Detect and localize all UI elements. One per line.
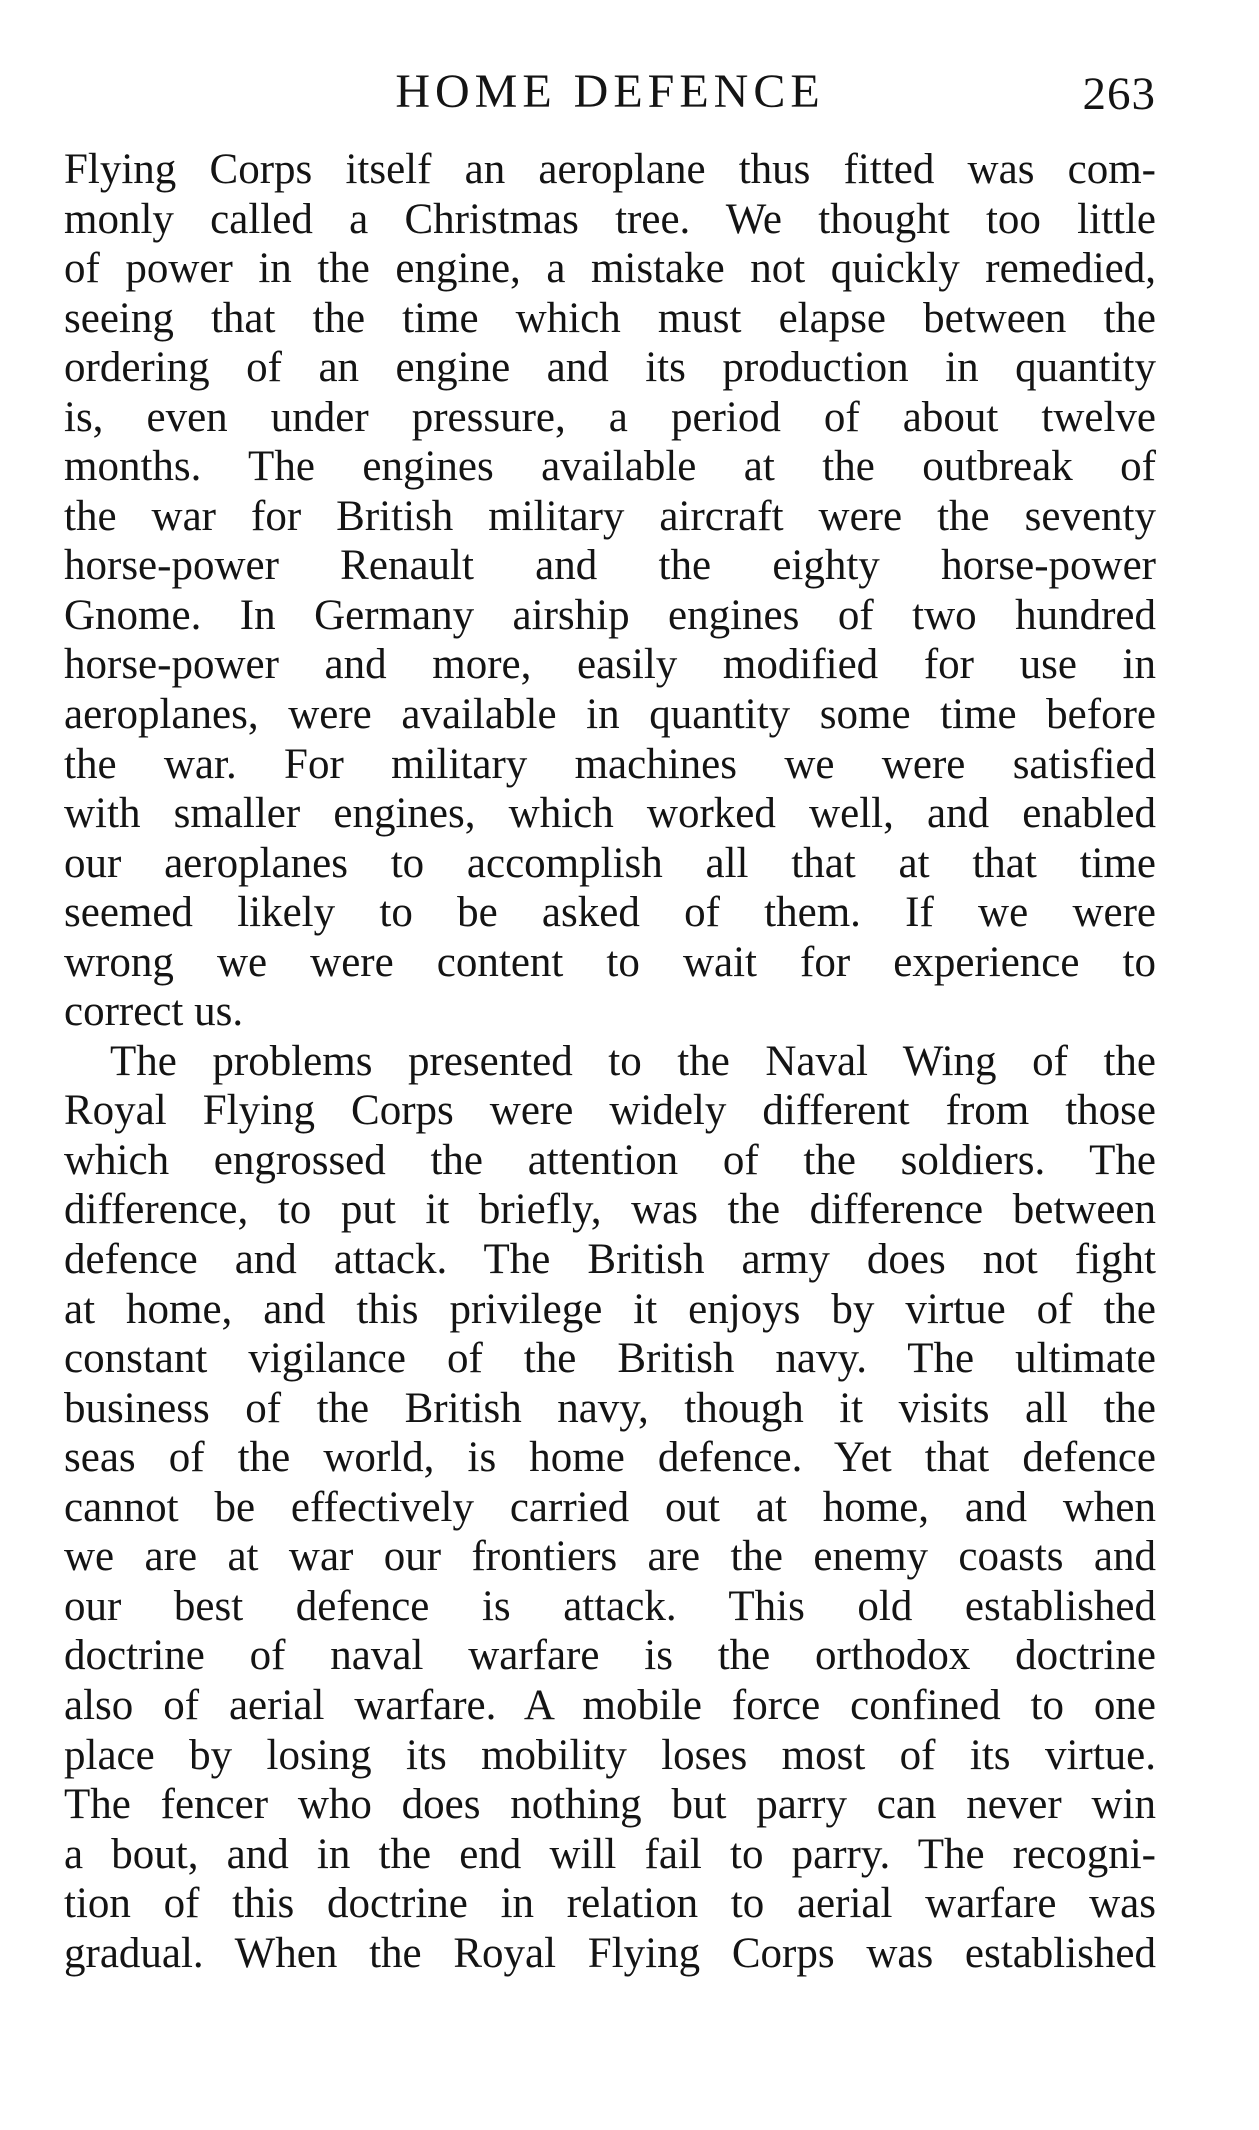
body-text: [64, 145, 1156, 1978]
text-line: our aeroplanes to accomplish all that at that time: [64, 839, 1156, 887]
text-line: at home, and this privilege it enjoys by virtue of the: [64, 1285, 1156, 1333]
text-line: Royal Flying Corps were widely different from those: [64, 1087, 1156, 1135]
text-line: a bout, and in the end will fail to parry. The recogni-: [64, 1830, 1156, 1878]
text-line: months. The engines available at the outbreak of: [64, 443, 1156, 491]
text-line: defence and attack. The British army does not fight: [64, 1236, 1156, 1284]
text-line: tion of this doctrine in relation to aerial warfare was: [64, 1880, 1156, 1928]
page-header: [64, 62, 1156, 122]
text-line: of power in the engine, a mistake not quickly remedied,: [64, 245, 1156, 293]
text-line: which engrossed the attention of the soldiers. The: [64, 1136, 1156, 1184]
running-head: HOME DEFENCE: [395, 65, 825, 118]
text-line: seeing that the time which must elapse between the: [64, 294, 1156, 342]
text-line: doctrine of naval warfare is the orthodox doctrine: [64, 1632, 1156, 1680]
text-line: the war for British military aircraft were the seventy: [64, 492, 1156, 540]
text-line: seas of the world, is home defence. Yet that defence: [64, 1434, 1156, 1482]
text-line: correct us.: [64, 988, 244, 1036]
text-line: aeroplanes, were available in quantity some time before: [64, 691, 1156, 739]
text-line: horse-power and more, easily modified for use in: [64, 641, 1156, 689]
text-line: business of the British navy, though it visits all the: [64, 1384, 1156, 1432]
text-line: The problems presented to the Naval Wing of the: [110, 1037, 1156, 1085]
text-line: wrong we were content to wait for experience to: [64, 938, 1156, 986]
text-line: the war. For military machines we were satisfied: [64, 740, 1156, 788]
text-line: constant vigilance of the British navy. The ultimate: [64, 1335, 1156, 1383]
text-line: cannot be effectively carried out at home, and when: [64, 1483, 1156, 1531]
text-line: ordering of an engine and its production in quantity: [64, 344, 1156, 392]
text-line: monly called a Christmas tree. We thought too little: [64, 195, 1156, 243]
text-line: Flying Corps itself an aeroplane thus fitted was com-: [64, 146, 1156, 193]
text-line: with smaller engines, which worked well, and enabled: [64, 790, 1156, 838]
text-line: also of aerial warfare. A mobile force confined to one: [64, 1681, 1156, 1729]
text-line: our best defence is attack. This old established: [64, 1582, 1156, 1630]
text-line: The fencer who does nothing but parry can never win: [64, 1781, 1156, 1829]
text-line: Gnome. In Germany airship engines of two hundred: [64, 591, 1156, 639]
text-line: horse-power Renault and the eighty horse-power: [64, 542, 1156, 590]
text-line: is, even under pressure, a period of about twelve: [64, 393, 1156, 441]
text-line: seemed likely to be asked of them. If we were: [64, 889, 1156, 937]
page-number: 263: [1082, 68, 1156, 120]
text-line: gradual. When the Royal Flying Corps was established: [64, 1929, 1156, 1977]
text-line: place by losing its mobility loses most of its virtue.: [64, 1731, 1156, 1779]
text-line: we are at war our frontiers are the enemy coasts and: [64, 1533, 1156, 1581]
text-line: difference, to put it briefly, was the difference between: [64, 1186, 1156, 1234]
